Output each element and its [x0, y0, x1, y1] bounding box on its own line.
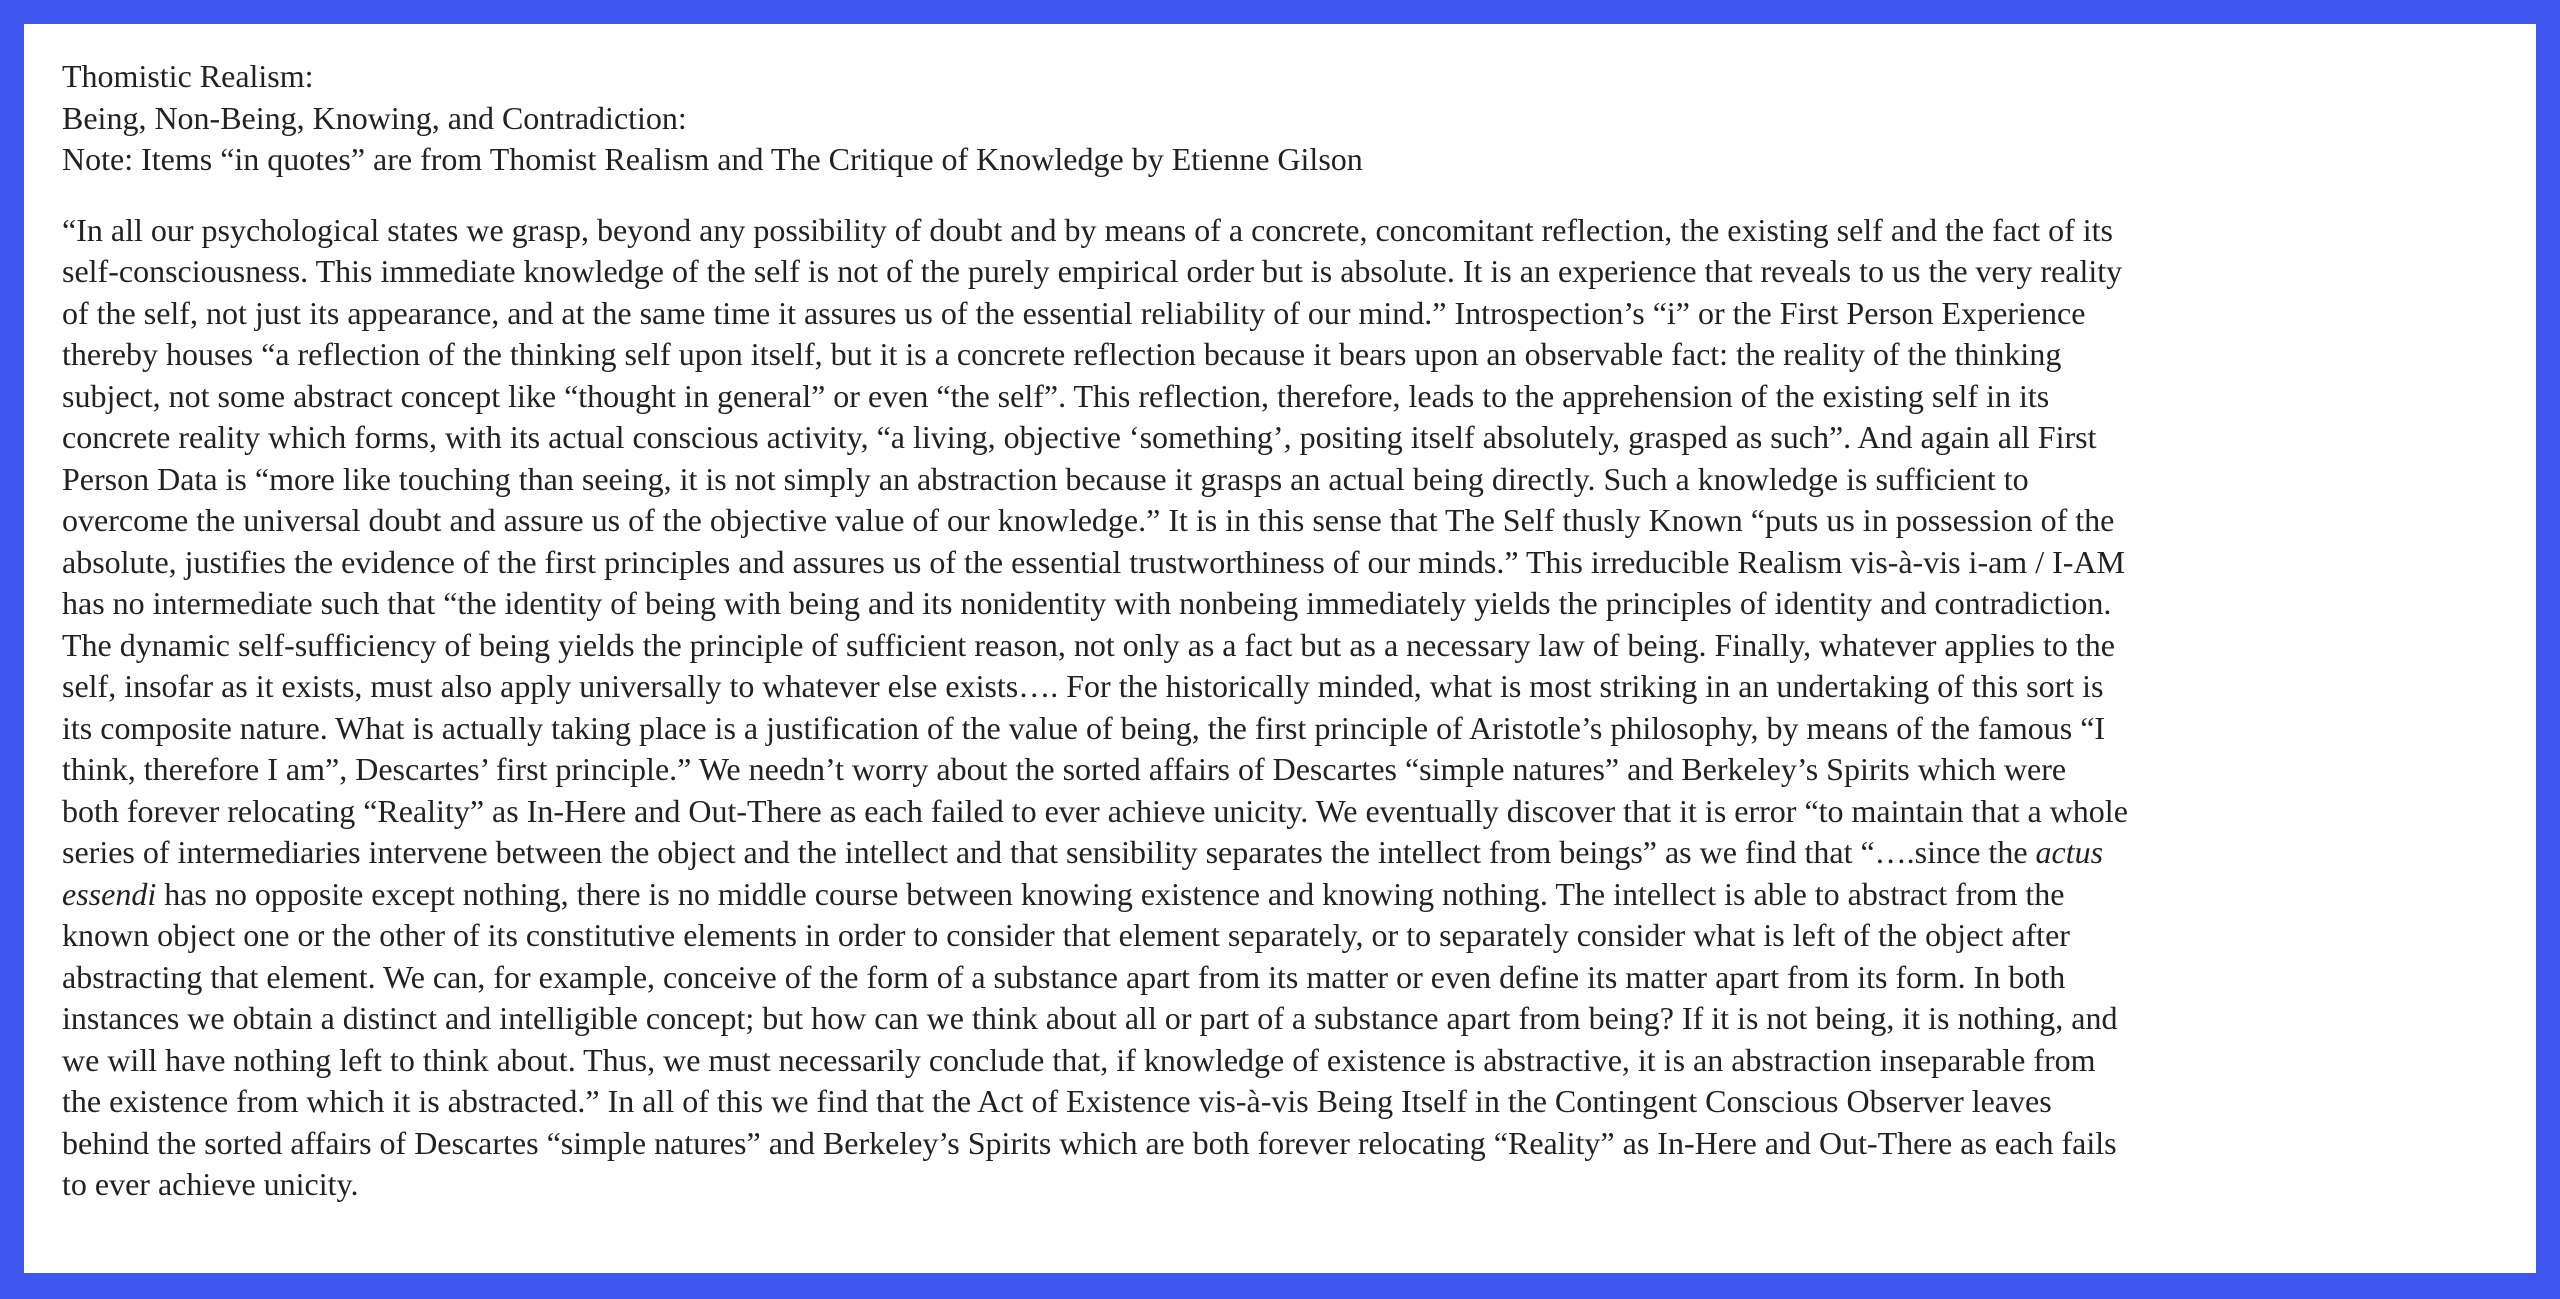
paragraph-text: has no opposite except nothing, there is no middle course between knowing existence and knowing nothing. The intellect is able to abstract from the: [156, 875, 2065, 912]
paragraph-line: [62, 874, 2506, 916]
body-paragraph: [62, 210, 2506, 1206]
document-page: [24, 24, 2536, 1273]
paragraph-line: known object one or the other of its constitutive elements in order to consider that element separately, or to separately consider what is left of the object after: [62, 917, 2070, 953]
paragraph-line: absolute, justifies the evidence of the first principles and assures us of the essential trustworthiness of our minds.” This irreducible Realism vis-à-vis i-am / I-AM: [62, 543, 2125, 580]
paragraph-line: think, therefore I am”, Descartes’ first principle.” We needn’t worry about the sorted affairs of Descartes “simple natures” and Berkeley’s Spirits which were: [62, 751, 2067, 787]
paragraph-line: both forever relocating “Reality” as In-Here and Out-There as each failed to ever achieve unicity. We eventually discover that it is error “to maintain that a whole: [62, 792, 2128, 829]
paragraph-line: The dynamic self-sufficiency of being yields the principle of sufficient reason, not only as a fact but as a necessary law of being. Finally, whatever applies to the: [62, 626, 2115, 663]
paragraph-line: “In all our psychological states we grasp, beyond any possibility of doubt and by means of a concrete, concomitant reflection, the existing self and the fact of its: [62, 211, 2113, 248]
paragraph-line: we will have nothing left to think about. Thus, we must necessarily conclude that, if knowledge of existence is abstractive, it is an abstraction inseparable from: [62, 1041, 2096, 1078]
latin-term: actus: [2035, 834, 2104, 870]
document-subtitle: Being, Non-Being, Knowing, and Contradiction:: [62, 99, 687, 136]
paragraph-line: Person Data is “more like touching than seeing, it is not simply an abstraction because it grasps an actual being directly. Such a knowledge is sufficient to: [62, 460, 2029, 497]
document-note: Note: Items “in quotes” are from Thomist Realism and The Critique of Knowledge by Etienne Gilson: [62, 141, 1363, 177]
paragraph-line: self, insofar as it exists, must also apply universally to whatever else exists…. For the historically minded, what is most striking in an undertaking of this sort is: [62, 668, 2104, 704]
paragraph-line: overcome the universal doubt and assure us of the objective value of our knowledge.” It is in this sense that The Self thusly Known “puts us in possession of the: [62, 502, 2115, 538]
paragraph-line: subject, not some abstract concept like “thought in general” or even “the self”. This reflection, therefore, leads to the apprehension of the existing self in its: [62, 377, 2050, 414]
paragraph-line: to ever achieve unicity.: [62, 1166, 359, 1202]
paragraph-line: self-consciousness. This immediate knowledge of the self is not of the purely empirical order but is absolute. It is an experience that reveals to us the very reality: [62, 253, 2123, 289]
paragraph-line: has no intermediate such that “the identity of being with being and its nonidentity with nonbeing immediately yields the principles of identity and contradiction.: [62, 585, 2112, 621]
document-title: Thomistic Realism:: [62, 58, 314, 94]
paragraph-line: of the self, not just its appearance, and at the same time it assures us of the essential reliability of our mind.” Introspection’s “i” or the First Person Experience: [62, 294, 2086, 331]
latin-term: essendi: [62, 875, 157, 912]
paragraph-line: its composite nature. What is actually taking place is a justification of the value of being, the first principle of Aristotle’s philosophy, by means of the famous “I: [62, 709, 2106, 746]
paragraph-line: instances we obtain a distinct and intelligible concept; but how can we think about all or part of a substance apart from being? If it is not being, it is nothing, and: [62, 1000, 2118, 1036]
paragraph-line: the existence from which it is abstracted.” In all of this we find that the Act of Existence vis-à-vis Being Itself in the Contingent Conscious Observer leaves: [62, 1083, 2052, 1119]
paragraph-line: [62, 832, 2506, 874]
paragraph-line: abstracting that element. We can, for example, conceive of the form of a substance apart from its matter or even define its matter apart from its form. In both: [62, 958, 2066, 995]
paragraph-line: concrete reality which forms, with its actual conscious activity, “a living, objective ‘something’, positing itself absolutely, grasped as such”. And again all First: [62, 419, 2097, 455]
paragraph-line: behind the sorted affairs of Descartes “simple natures” and Berkeley’s Spirits which are both forever relocating “Reality” as In-Here and Out-There as each fails: [62, 1124, 2117, 1161]
paragraph-text: series of intermediaries intervene between the object and the intellect and that sensibility separates the intellect from beings” as we find that “….since the: [62, 834, 2036, 870]
paragraph-line: thereby houses “a reflection of the thinking self upon itself, but it is a concrete reflection because it bears upon an observable fact: the reality of the thinking: [62, 336, 2062, 372]
